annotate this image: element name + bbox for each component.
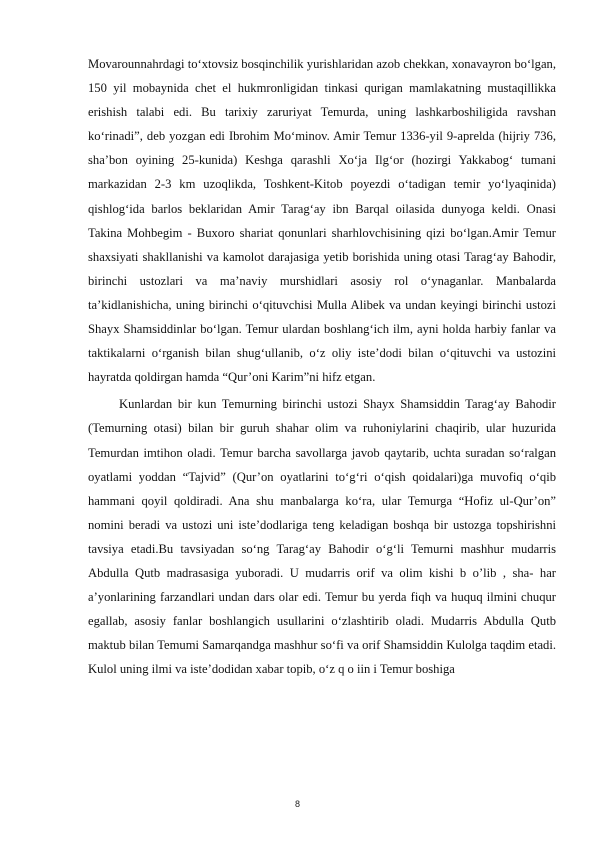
body-paragraph-2: Kunlardan bir kun Temurning birinchi ustozi Shayx Shamsiddin Tarag‘ay Bahodir (Temurning otasi) bilan bir guruh shahar olim va ruhoniylarini chaqirib, ular huzurida Temurdan imtihon oladi. Temur barcha savollarga javob qaytarib, uchta suradan so‘ralgan oyatlami yoddan “Tajvid” (Qur’on oyatlarini to‘g‘ri o‘qish qoidalari)ga muvofiq o‘qib hammani qoyil qoldiradi. Ana shu manbalarga ko‘ra, ular Temurga “Hofiz ul-Qur’on” nomini beradi va ustozi uni iste’dodlariga teng keladigan boshqa bir ustozga topshirishni tavsiya etadi.Bu tavsiyadan so‘ng Tarag‘ay Bahodir o‘g‘li Temurni mashhur mudarris Abdulla Qutb madrasasiga yuboradi. U mudarris orif va olim kishi b o’lib , sha- har a’yonlarining farzandlari undan dars olar edi. Temur bu yerda fiqh va huquq ilmini chuqur egallab, asosiy fanlar boshlangich usullarini o‘zlashtirib oladi. Mudarris Abdulla Qutb maktub bilan Temumi Samarqandga mashhur so‘fi va orif Shamsiddin Kulolga taqdim etadi. Kulol uning ilmi va iste’dodidan xabar topib, o‘z q o iin i Temur boshiga xyxy=(88,397,556,677)
page-number: 8 xyxy=(294,799,300,809)
document-page xyxy=(88,52,556,681)
body-paragraph-1: Movarounnahrdagi to‘xtovsiz bosqinchilik yurishlaridan azob chekkan, xonavayron bo‘lgan, 150 yil mobaynida chet el hukmronligidan tinkasi qurigan mamlakatning mustaqillikka erishish talabi edi. Bu tarixiy zaruriyat Temurda, uning lashkarboshiligida ravshan ko‘rinadi”, deb yozgan edi Ibrohim Mo‘minov. Amir Temur 1336-yil 9-aprelda (hijriy 736, sha’bon oyining 25-kunida) Keshga qarashli Xo‘ja Ilg‘or (hozirgi Yakkabog‘ tumani markazidan 2-3 km uzoqlikda, Toshkent-Kitob poyezdi o‘tadigan temir yo‘lyaqinida) qishlog‘ida barlos beklaridan Amir Tarag‘ay ibn Barqal oilasida dunyoga keldi. Onasi Takina Mohbegim - Buxoro shariat qonunlari sharhlovchisining qizi bo‘lgan.Amir Temur shaxsiyati shakllanishi va kamolot darajasiga yetib borishida uning otasi Tarag‘ay Bahodir, birinchi ustozlari va ma’naviy murshidlari asosiy rol o‘ynaganlar. Manbalarda ta’kidlanishicha, uning birinchi o‘qituvchisi Mulla Alibek va undan keyingi birinchi ustozi Shayx Shamsiddinlar bo‘lgan. Temur ulardan boshlang‘ich ilm, ayni holda harbiy fanlar va taktikalarni o‘rganish bilan shug‘ullanib, o‘z oliy iste’dodi bilan o‘qituvchi va ustozini hayratda qoldirgan hamda “Qur’oni Karim”ni hifz etgan. xyxy=(88,57,556,385)
